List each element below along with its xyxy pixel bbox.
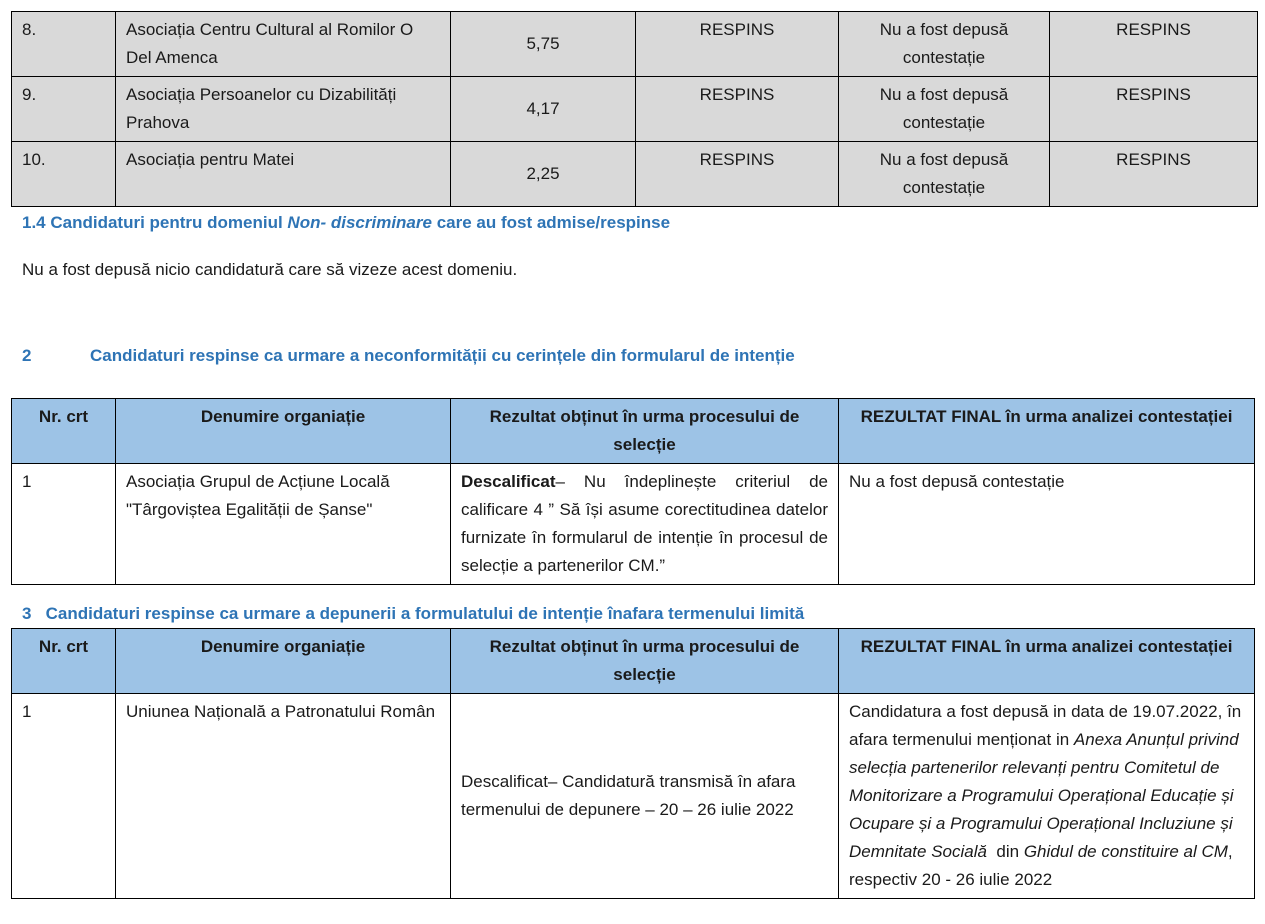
final-result: Nu a fost depusă contestație xyxy=(839,464,1255,585)
contestation: Nu a fost depusă contestație xyxy=(839,77,1050,142)
score: 4,17 xyxy=(451,77,636,142)
result: RESPINS xyxy=(636,77,839,142)
table-row xyxy=(12,77,1258,142)
organization-name: Uniunea Națională a Patronatului Român xyxy=(116,694,451,899)
section-number: 2 xyxy=(22,346,32,365)
final-result xyxy=(839,694,1255,899)
header-org: Denumire organiație xyxy=(116,399,451,464)
header-org: Denumire organiație xyxy=(116,629,451,694)
section-1-4-heading xyxy=(22,213,670,233)
table-row xyxy=(12,694,1255,899)
final-text-c: , respectiv 20 - 26 iulie 2022 xyxy=(849,842,1233,889)
final-result: RESPINS xyxy=(1050,142,1258,207)
section-3-heading: 3 Candidaturi respinse ca urmare a depunerii a formulatului de intenție înafara termenului limită xyxy=(22,604,805,623)
final-result: RESPINS xyxy=(1050,77,1258,142)
organization-name: Asociația Persoanelor cu Dizabilități Prahova xyxy=(116,77,451,142)
header-result: Rezultat obținut în urma procesului de selecție xyxy=(451,399,839,464)
header-row xyxy=(12,399,1255,464)
header-final: REZULTAT FINAL în urma analizei contestației xyxy=(839,399,1255,464)
result-rest: – Nu îndeplinește criteriul de calificare 4 ” Să își asume corectitudinea datelor furnizate în formularul de intenție în procesul de selecție a partenerilor CM.” xyxy=(461,472,828,575)
score: 2,25 xyxy=(451,142,636,207)
table-row xyxy=(12,142,1258,207)
header-nr: Nr. crt xyxy=(12,399,116,464)
final-italic-2: Ghidul de constituire al CM xyxy=(1023,842,1228,861)
heading-suffix: care au fost admise/respinse xyxy=(431,213,671,232)
contestation: Nu a fost depusă contestație xyxy=(839,142,1050,207)
row-number: 8. xyxy=(12,12,116,77)
score: 5,75 xyxy=(451,12,636,77)
final-text-b: din xyxy=(986,842,1024,861)
table-row xyxy=(12,12,1258,77)
header-final: REZULTAT FINAL în urma analizei contestației xyxy=(839,629,1255,694)
organization-name: Asociația Centru Cultural al Romilor O Del Amenca xyxy=(116,12,451,77)
result: Descalificat– Candidatură transmisă în afara termenului de depunere – 20 – 26 iulie 2022 xyxy=(451,694,839,899)
table-row xyxy=(12,464,1255,585)
final-italic-1: Anexa Anunțul privind selecția partenerilor relevanți pentru Comitetul de Monitorizare a Programului Operațional Educație și Ocupare și a Programului Operațional Incluziune și Demnitate Socială xyxy=(849,730,1239,861)
final-text-a: Candidatura a fost depusă in data de 19.07.2022, în afara termenului menționat in xyxy=(849,702,1242,749)
organization-name: Asociația Grupul de Acțiune Locală "Târgoviștea Egalității de Șanse" xyxy=(116,464,451,585)
late-submission-table xyxy=(11,628,1255,899)
header-result: Rezultat obținut în urma procesului de selecție xyxy=(451,629,839,694)
heading-italic: Non- discriminare xyxy=(287,213,432,232)
header-row xyxy=(12,629,1255,694)
row-number: 1 xyxy=(12,694,116,899)
contestation: Nu a fost depusă contestație xyxy=(839,12,1050,77)
heading-prefix: 1.4 Candidaturi pentru domeniul xyxy=(22,213,288,232)
result: RESPINS xyxy=(636,12,839,77)
row-number: 9. xyxy=(12,77,116,142)
section-2-heading xyxy=(22,346,795,366)
organization-name: Asociația pentru Matei xyxy=(116,142,451,207)
result xyxy=(451,464,839,585)
section-title: Candidaturi respinse ca urmare a neconformității cu cerințele din formularul de intenție xyxy=(90,346,795,365)
section-1-4-text: Nu a fost depusă nicio candidatură care să vizeze acest domeniu. xyxy=(22,260,518,279)
disqualified-form-table xyxy=(11,398,1255,585)
header-nr: Nr. crt xyxy=(12,629,116,694)
result-bold: Descalificat xyxy=(461,472,556,491)
final-result: RESPINS xyxy=(1050,12,1258,77)
results-table-continued xyxy=(11,11,1258,207)
row-number: 1 xyxy=(12,464,116,585)
result: RESPINS xyxy=(636,142,839,207)
row-number: 10. xyxy=(12,142,116,207)
